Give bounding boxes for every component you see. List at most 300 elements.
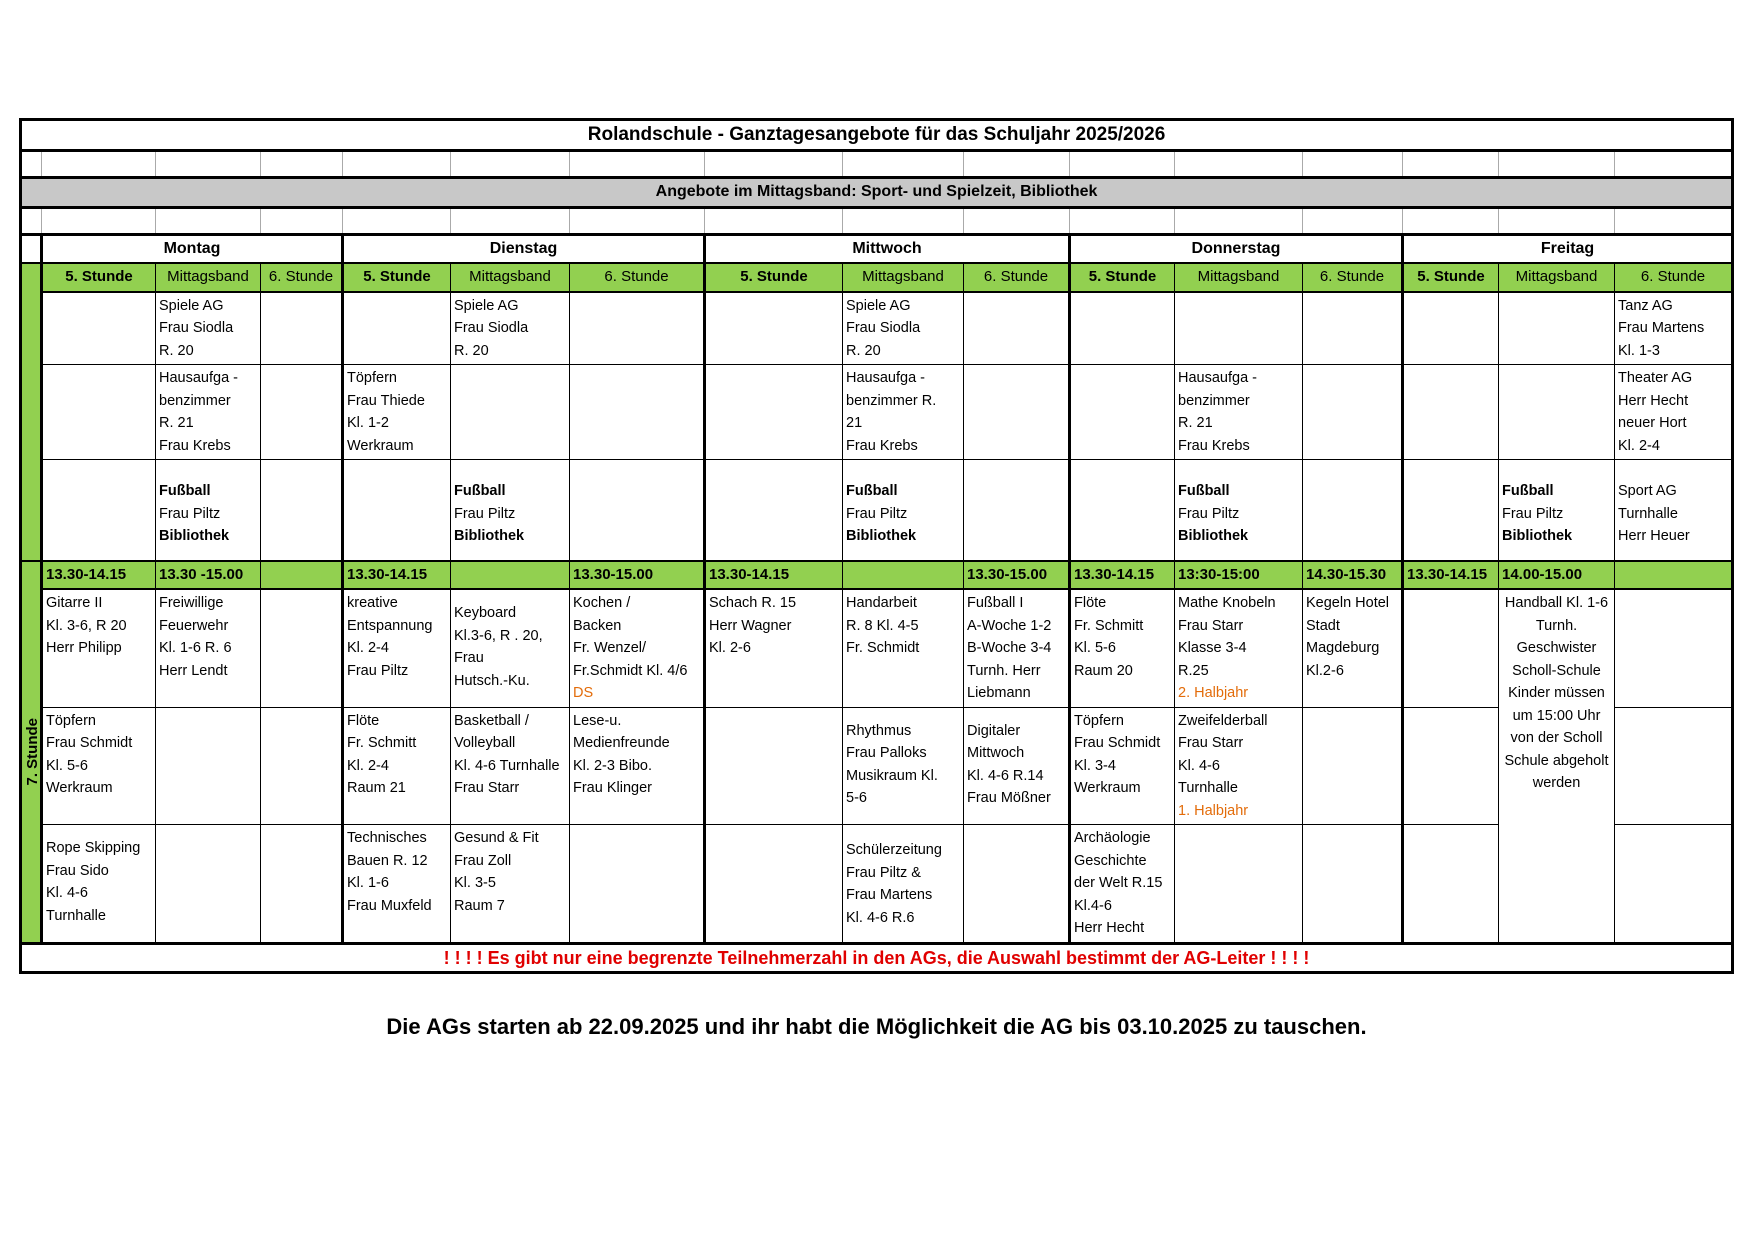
afternoon-activity-cell bbox=[1303, 589, 1403, 707]
footer-note: Die AGs starten ab 22.09.2025 und ihr habt die Möglichkeit die AG bis 03.10.2025 zu tauschen. bbox=[386, 1014, 1367, 1039]
cell-line: Frau Siodla bbox=[846, 320, 921, 336]
blank-cell bbox=[705, 151, 843, 178]
afternoon-row bbox=[21, 825, 1733, 944]
cell-line: Frau Mößner bbox=[967, 790, 1051, 806]
afternoon-activity-cell bbox=[42, 589, 156, 707]
band-activity-cell bbox=[261, 365, 343, 460]
cell-line: 21 bbox=[846, 415, 863, 431]
cell-line: Töpfern bbox=[347, 370, 397, 386]
cell-line: Turnh. bbox=[1535, 617, 1578, 634]
blank-cell bbox=[1175, 151, 1303, 178]
cell-line: Bibliothek bbox=[1502, 528, 1573, 544]
band-activity-cell bbox=[1499, 365, 1615, 460]
time-slot: 13.30-15.00 bbox=[964, 561, 1070, 590]
slot-header: Mittagsband bbox=[1175, 263, 1303, 292]
afternoon-activity-cell bbox=[705, 589, 843, 707]
cell-line: Frau Siodla bbox=[454, 320, 529, 336]
cell-line: Handball Kl. 1-6 bbox=[1504, 595, 1609, 611]
blank-cell bbox=[1175, 207, 1303, 234]
cell-line: Herr Philipp bbox=[46, 640, 122, 656]
band-activity-cell bbox=[156, 460, 261, 561]
band-activity-cell bbox=[42, 460, 156, 561]
cell-line: R. 21 bbox=[1178, 415, 1213, 431]
cell-line: Fr.Schmidt Kl. 4/6 bbox=[573, 662, 688, 679]
cell-line: Kl. 2-4 bbox=[1618, 437, 1660, 454]
cell-line: Herr Wagner bbox=[709, 617, 792, 634]
time-slot bbox=[261, 561, 343, 590]
cell-line: Flöte bbox=[1074, 595, 1107, 611]
cell-line: 2. Halbjahr bbox=[1178, 685, 1249, 701]
cell-line: kreative bbox=[347, 595, 398, 611]
cell-line: Archäologie bbox=[1074, 830, 1151, 846]
afternoon-activity-cell bbox=[156, 589, 261, 707]
cell-line: Rhythmus bbox=[846, 722, 912, 739]
cell-line: Kinder müssen bbox=[1508, 685, 1605, 701]
title-row bbox=[21, 120, 1733, 151]
cell-line: Frau Starr bbox=[1178, 735, 1244, 751]
band-side-cell bbox=[21, 263, 42, 561]
cell-line: Feuerwehr bbox=[159, 617, 229, 634]
days-row bbox=[21, 234, 1733, 263]
cell-line: Kl. 4-6 R.14 bbox=[967, 767, 1044, 784]
slot-header: Mittagsband bbox=[451, 263, 570, 292]
afternoon-activity-cell bbox=[964, 589, 1070, 707]
band-activity-cell bbox=[570, 365, 705, 460]
cell-line: Herr Hecht bbox=[1074, 920, 1145, 936]
cell-line: Spiele AG bbox=[159, 297, 224, 314]
band-activity-cell bbox=[1303, 365, 1403, 460]
afternoon-activity-cell bbox=[964, 707, 1070, 825]
cell-line: benzimmer bbox=[1178, 392, 1250, 409]
day-header-donnerstag: Donnerstag bbox=[1070, 234, 1403, 263]
cell-line: Werkraum bbox=[347, 437, 414, 454]
slot-header: 6. Stunde bbox=[1615, 263, 1733, 292]
afternoon-activity-cell bbox=[1403, 589, 1499, 707]
cell-line: Töpfern bbox=[1074, 712, 1124, 729]
cell-line: Fußball bbox=[159, 483, 211, 499]
band-activity-cell bbox=[1403, 460, 1499, 561]
afternoon-activity-cell bbox=[1615, 589, 1733, 707]
timetable bbox=[19, 118, 1734, 974]
afternoon-activity-cell bbox=[570, 707, 705, 825]
cell-line: Schule abgeholt bbox=[1504, 752, 1609, 769]
cell-line: Gitarre II bbox=[46, 595, 103, 611]
blank-cell bbox=[570, 207, 705, 234]
cell-line: Werkraum bbox=[46, 780, 113, 796]
cell-line: Spiele AG bbox=[454, 297, 519, 314]
blank-cell bbox=[843, 207, 964, 234]
cell-line: Frau Piltz bbox=[454, 505, 516, 522]
cell-line: werden bbox=[1532, 775, 1581, 791]
cell-line: Technisches bbox=[347, 830, 427, 846]
cell-line: Frau Schmidt bbox=[1074, 735, 1161, 751]
slot-header: 6. Stunde bbox=[570, 263, 705, 292]
time-slot: 13.30-14.15 bbox=[1403, 561, 1499, 590]
cell-line: Turnh. Herr bbox=[967, 662, 1041, 679]
afternoon-activity-cell bbox=[261, 825, 343, 944]
cell-line: Geschwister bbox=[1516, 640, 1597, 656]
band-activity-cell bbox=[451, 292, 570, 365]
time-slot: 13.30-14.15 bbox=[1070, 561, 1175, 590]
cell-line: Kl. 1-6 R. 6 bbox=[159, 640, 232, 656]
cell-line: Kl. 2-4 bbox=[347, 757, 389, 774]
handball-cell bbox=[1499, 589, 1615, 943]
cell-line: DS bbox=[573, 685, 594, 701]
afternoon-activity-cell bbox=[343, 707, 451, 825]
cell-line: Backen bbox=[573, 617, 622, 634]
band-activity-cell bbox=[843, 365, 964, 460]
band-activity-cell bbox=[843, 292, 964, 365]
cell-line: R. 20 bbox=[846, 342, 881, 359]
blank-cell bbox=[21, 207, 42, 234]
day-header-freitag: Freitag bbox=[1403, 234, 1733, 263]
slot-header: 6. Stunde bbox=[1303, 263, 1403, 292]
day-header-mittwoch: Mittwoch bbox=[705, 234, 1070, 263]
band-activity-cell bbox=[964, 365, 1070, 460]
cell-line: von der Scholl bbox=[1510, 730, 1603, 746]
cell-line: Fr. Wenzel/ bbox=[573, 640, 647, 656]
afternoon-activity-cell bbox=[1303, 707, 1403, 825]
notice-row bbox=[21, 943, 1733, 973]
cell-line: Fr. Schmitt bbox=[347, 735, 417, 751]
cell-line: Scholl-Schule bbox=[1512, 662, 1601, 679]
cell-line: 1. Halbjahr bbox=[1178, 802, 1249, 819]
time-slot: 13.30 -15.00 bbox=[156, 561, 261, 590]
cell-line: Frau Martens bbox=[1618, 320, 1705, 336]
band-activity-cell bbox=[705, 365, 843, 460]
band-activity-cell bbox=[964, 460, 1070, 561]
cell-line: R.25 bbox=[1178, 662, 1209, 679]
cell-line: Frau Starr bbox=[1178, 617, 1244, 634]
blank-cell bbox=[451, 151, 570, 178]
cell-line: Frau Krebs bbox=[159, 437, 231, 454]
section-label-7-stunde bbox=[21, 561, 42, 944]
cell-line: Frau Palloks bbox=[846, 745, 927, 761]
blank-cell bbox=[570, 151, 705, 178]
cell-line: Spiele AG bbox=[846, 297, 911, 314]
slot-header: 5. Stunde bbox=[42, 263, 156, 292]
afternoon-activity-cell bbox=[451, 589, 570, 707]
band-activity-cell bbox=[42, 365, 156, 460]
cell-line: Digitaler bbox=[967, 722, 1021, 739]
cell-line: Frau Martens bbox=[846, 887, 933, 903]
afternoon-activity-cell bbox=[451, 707, 570, 825]
times-row bbox=[21, 561, 1733, 590]
band-activity-cell bbox=[705, 460, 843, 561]
blank-cell bbox=[42, 207, 156, 234]
cell-line: Hausaufga - bbox=[1178, 370, 1257, 386]
cell-line: Handarbeit bbox=[846, 595, 917, 611]
afternoon-activity-cell bbox=[843, 589, 964, 707]
cell-line: R. 8 Kl. 4-5 bbox=[846, 617, 919, 634]
cell-line: Hausaufga - bbox=[846, 370, 925, 386]
slot-header: 5. Stunde bbox=[1403, 263, 1499, 292]
band-title: Angebote im Mittagsband: Sport- und Spielzeit, Bibliothek bbox=[21, 178, 1733, 208]
band-activity-cell bbox=[343, 460, 451, 561]
cell-line: Frau Starr bbox=[454, 780, 520, 796]
afternoon-activity-cell bbox=[964, 825, 1070, 944]
cell-line: Töpfern bbox=[46, 712, 96, 729]
time-slot: 13.30-15.00 bbox=[570, 561, 705, 590]
slot-header: 5. Stunde bbox=[1070, 263, 1175, 292]
band-activity-cell bbox=[343, 365, 451, 460]
cell-line: Kl. 5-6 bbox=[46, 757, 88, 774]
cell-line: Frau Klinger bbox=[573, 780, 652, 796]
cell-line: Kl. 2-3 Bibo. bbox=[573, 757, 652, 774]
band-activity-cell bbox=[1175, 460, 1303, 561]
afternoon-activity-cell bbox=[1403, 707, 1499, 825]
cell-line: Schach R. 15 bbox=[709, 595, 797, 611]
band-activity-cell bbox=[42, 292, 156, 365]
cell-line: benzimmer R. bbox=[846, 392, 937, 409]
cell-line: Klasse 3-4 bbox=[1178, 640, 1247, 656]
cell-line: Bibliothek bbox=[846, 528, 917, 544]
cell-line: Stadt bbox=[1306, 617, 1340, 634]
band-activity-cell bbox=[1615, 292, 1733, 365]
cell-line: 5-6 bbox=[846, 790, 867, 806]
cell-line: Kl. 3-6, R 20 bbox=[46, 617, 127, 634]
cell-line: Fr. Schmidt bbox=[846, 640, 920, 656]
cell-line: Kl.2-6 bbox=[1306, 662, 1344, 679]
cell-line: Tanz AG bbox=[1618, 297, 1673, 314]
day-header-dienstag: Dienstag bbox=[343, 234, 705, 263]
cell-line: Kl.4-6 bbox=[1074, 897, 1112, 914]
cell-line: Kl. 4-6 bbox=[1178, 757, 1220, 774]
cell-line: Hutsch.-Ku. bbox=[454, 672, 530, 689]
blank-cell bbox=[843, 151, 964, 178]
band-activity-cell bbox=[570, 460, 705, 561]
cell-line: R. 20 bbox=[159, 342, 194, 359]
band-activity-cell bbox=[843, 460, 964, 561]
cell-line: Kl. 2-6 bbox=[709, 640, 751, 656]
cell-line: Kl. 1-6 bbox=[347, 875, 389, 891]
cell-line: Kl. 2-4 bbox=[347, 640, 389, 656]
cell-line: Frau Krebs bbox=[1178, 437, 1250, 454]
cell-line: A-Woche 1-2 bbox=[967, 617, 1052, 634]
cell-line: um 15:00 Uhr bbox=[1512, 707, 1601, 724]
blank-cell bbox=[21, 151, 42, 178]
afternoon-activity-cell bbox=[705, 707, 843, 825]
band-activity-cell bbox=[705, 292, 843, 365]
blank-cell bbox=[451, 207, 570, 234]
cell-line: Kl. 4-6 Turnhalle bbox=[454, 757, 560, 774]
time-slot: 14.30-15.30 bbox=[1303, 561, 1403, 590]
band-activity-cell bbox=[156, 292, 261, 365]
cell-line: Kegeln Hotel bbox=[1306, 595, 1390, 611]
band-activity-cell bbox=[1070, 460, 1175, 561]
band-activity-cell bbox=[261, 460, 343, 561]
blank-cell bbox=[156, 207, 261, 234]
blank-cell bbox=[1403, 151, 1499, 178]
time-slot: 13.30-14.15 bbox=[343, 561, 451, 590]
cell-line: B-Woche 3-4 bbox=[967, 640, 1052, 656]
afternoon-activity-cell bbox=[1070, 589, 1175, 707]
afternoon-activity-cell bbox=[1303, 825, 1403, 944]
slot-header: Mittagsband bbox=[1499, 263, 1615, 292]
cell-line: Kl. 1-2 bbox=[347, 415, 389, 431]
cell-line: Kl. 4-6 bbox=[46, 885, 88, 901]
cell-line: Fr. Schmitt bbox=[1074, 617, 1144, 634]
cell-line: Frau Schmidt bbox=[46, 735, 133, 751]
band-activity-cell bbox=[1303, 292, 1403, 365]
bandrow-row bbox=[21, 292, 1733, 365]
cell-line: Fußball bbox=[1502, 483, 1554, 499]
band-activity-cell bbox=[1303, 460, 1403, 561]
cell-line: Frau Piltz bbox=[1178, 505, 1240, 522]
blank-cell bbox=[343, 151, 451, 178]
cell-line: Frau bbox=[454, 650, 484, 666]
cell-line: Fußball bbox=[1178, 483, 1230, 499]
cell-line: Flöte bbox=[347, 712, 380, 729]
cell-line: Frau Sido bbox=[46, 862, 109, 879]
band-activity-cell bbox=[451, 460, 570, 561]
cell-line: Frau Siodla bbox=[159, 320, 234, 336]
afternoon-activity-cell bbox=[156, 707, 261, 825]
afternoon-activity-cell bbox=[261, 707, 343, 825]
cell-line: Gesund & Fit bbox=[454, 830, 539, 846]
cell-line: Liebmann bbox=[967, 685, 1031, 701]
cell-line: Hausaufga - bbox=[159, 370, 238, 386]
time-slot: 14.00-15.00 bbox=[1499, 561, 1615, 590]
blank-cell bbox=[705, 207, 843, 234]
cell-line: Bibliothek bbox=[159, 528, 230, 544]
blank-cell bbox=[964, 207, 1070, 234]
cell-line: Entspannung bbox=[347, 617, 433, 634]
afternoon-activity-cell bbox=[1175, 707, 1303, 825]
band-activity-cell bbox=[1175, 365, 1303, 460]
band-row bbox=[21, 178, 1733, 208]
blank-row bbox=[21, 207, 1733, 234]
afternoon-activity-cell bbox=[1070, 707, 1175, 825]
blank-cell bbox=[1403, 207, 1499, 234]
cell-line: Lese-u. bbox=[573, 712, 622, 729]
bandrow-row bbox=[21, 365, 1733, 460]
afternoon-activity-cell bbox=[1615, 707, 1733, 825]
cell-line: Geschichte bbox=[1074, 852, 1147, 869]
afternoon-activity-cell bbox=[843, 707, 964, 825]
page-title: Rolandschule - Ganztagesangebote für das Schuljahr 2025/2026 bbox=[21, 120, 1733, 151]
cell-line: Werkraum bbox=[1074, 780, 1141, 796]
band-activity-cell bbox=[1615, 365, 1733, 460]
afternoon-activity-cell bbox=[1175, 589, 1303, 707]
time-slot bbox=[451, 561, 570, 590]
cell-line: Magdeburg bbox=[1306, 640, 1380, 656]
cell-line: Kl. 3-5 bbox=[454, 875, 496, 891]
band-activity-cell bbox=[1499, 460, 1615, 561]
blank-cell bbox=[1615, 207, 1733, 234]
blank-cell bbox=[261, 151, 343, 178]
band-activity-cell bbox=[261, 292, 343, 365]
cell-line: Turnhalle bbox=[1618, 505, 1678, 522]
cell-line: Mittwoch bbox=[967, 745, 1025, 761]
cell-line: Kl. 5-6 bbox=[1074, 640, 1116, 656]
cell-line: Frau Piltz bbox=[846, 505, 908, 522]
afternoon-activity-cell bbox=[1070, 825, 1175, 944]
participant-notice: ! ! ! ! Es gibt nur eine begrenzte Teilnehmerzahl in den AGs, die Auswahl bestimmt der AG-Leiter ! ! ! ! bbox=[21, 943, 1733, 973]
cell-line: Frau Thiede bbox=[347, 392, 425, 409]
cell-line: Kl. 4-6 R.6 bbox=[846, 909, 915, 926]
cell-line: Bibliothek bbox=[1178, 528, 1249, 544]
corner-cell bbox=[21, 234, 42, 263]
afternoon-activity-cell bbox=[42, 707, 156, 825]
band-activity-cell bbox=[1070, 365, 1175, 460]
afternoon-activity-cell bbox=[156, 825, 261, 944]
afternoon-activity-cell bbox=[570, 589, 705, 707]
cell-line: Kl. 3-4 bbox=[1074, 757, 1116, 774]
blank-cell bbox=[1303, 207, 1403, 234]
cell-line: Keyboard bbox=[454, 605, 517, 621]
cell-line: Raum 20 bbox=[1074, 662, 1133, 679]
slot-header: Mittagsband bbox=[156, 263, 261, 292]
blank-cell bbox=[1615, 151, 1733, 178]
afternoon-activity-cell bbox=[42, 825, 156, 944]
bandrow-row bbox=[21, 460, 1733, 561]
afternoon-activity-cell bbox=[451, 825, 570, 944]
afternoon-row bbox=[21, 589, 1733, 707]
slot-header: 5. Stunde bbox=[705, 263, 843, 292]
time-slot bbox=[843, 561, 964, 590]
cell-line: Fußball I bbox=[967, 595, 1024, 611]
cell-line: Frau Piltz bbox=[347, 662, 409, 679]
blank-cell bbox=[1303, 151, 1403, 178]
afternoon-activity-cell bbox=[570, 825, 705, 944]
time-slot: 13.30-14.15 bbox=[42, 561, 156, 590]
blank-cell bbox=[42, 151, 156, 178]
timetable-sheet bbox=[19, 118, 1731, 974]
blank-cell bbox=[1070, 207, 1175, 234]
cell-line: R. 20 bbox=[454, 342, 489, 359]
afternoon-activity-cell bbox=[343, 825, 451, 944]
blank-row bbox=[21, 151, 1733, 178]
day-header-montag: Montag bbox=[42, 234, 343, 263]
band-activity-cell bbox=[1070, 292, 1175, 365]
band-activity-cell bbox=[1175, 292, 1303, 365]
cell-line: Fußball bbox=[846, 483, 898, 499]
band-activity-cell bbox=[964, 292, 1070, 365]
cell-line: Kl.3-6, R . 20, bbox=[454, 627, 543, 644]
cell-line: Kl. 1-3 bbox=[1618, 342, 1660, 359]
afternoon-activity-cell bbox=[1615, 825, 1733, 944]
blank-cell bbox=[964, 151, 1070, 178]
cell-line: Musikraum Kl. bbox=[846, 767, 938, 784]
cell-line: R. 21 bbox=[159, 415, 194, 431]
time-slot bbox=[1615, 561, 1733, 590]
cell-line: Theater AG bbox=[1618, 370, 1693, 386]
section-label: 7. Stunde bbox=[24, 717, 41, 786]
cell-line: Frau Piltz bbox=[1502, 505, 1564, 522]
cell-line: Bibliothek bbox=[454, 528, 525, 544]
afternoon-activity-cell bbox=[843, 825, 964, 944]
slot-header: 6. Stunde bbox=[964, 263, 1070, 292]
cell-line: Herr Lendt bbox=[159, 662, 228, 679]
cell-line: neuer Hort bbox=[1618, 415, 1687, 431]
cell-line: Frau Muxfeld bbox=[347, 897, 432, 914]
cell-line: Bauen R. 12 bbox=[347, 852, 428, 869]
cell-line: Mathe Knobeln bbox=[1178, 595, 1276, 611]
afternoon-activity-cell bbox=[1175, 825, 1303, 944]
cell-line: Raum 21 bbox=[347, 780, 406, 796]
afternoon-activity-cell bbox=[705, 825, 843, 944]
slots-row bbox=[21, 263, 1733, 292]
blank-cell bbox=[261, 207, 343, 234]
cell-line: Zweifelderball bbox=[1178, 712, 1268, 729]
blank-cell bbox=[343, 207, 451, 234]
band-activity-cell bbox=[1403, 365, 1499, 460]
time-slot: 13:30-15:00 bbox=[1175, 561, 1303, 590]
cell-line: Kochen / bbox=[573, 595, 631, 611]
band-activity-cell bbox=[343, 292, 451, 365]
cell-line: Frau Krebs bbox=[846, 437, 918, 454]
